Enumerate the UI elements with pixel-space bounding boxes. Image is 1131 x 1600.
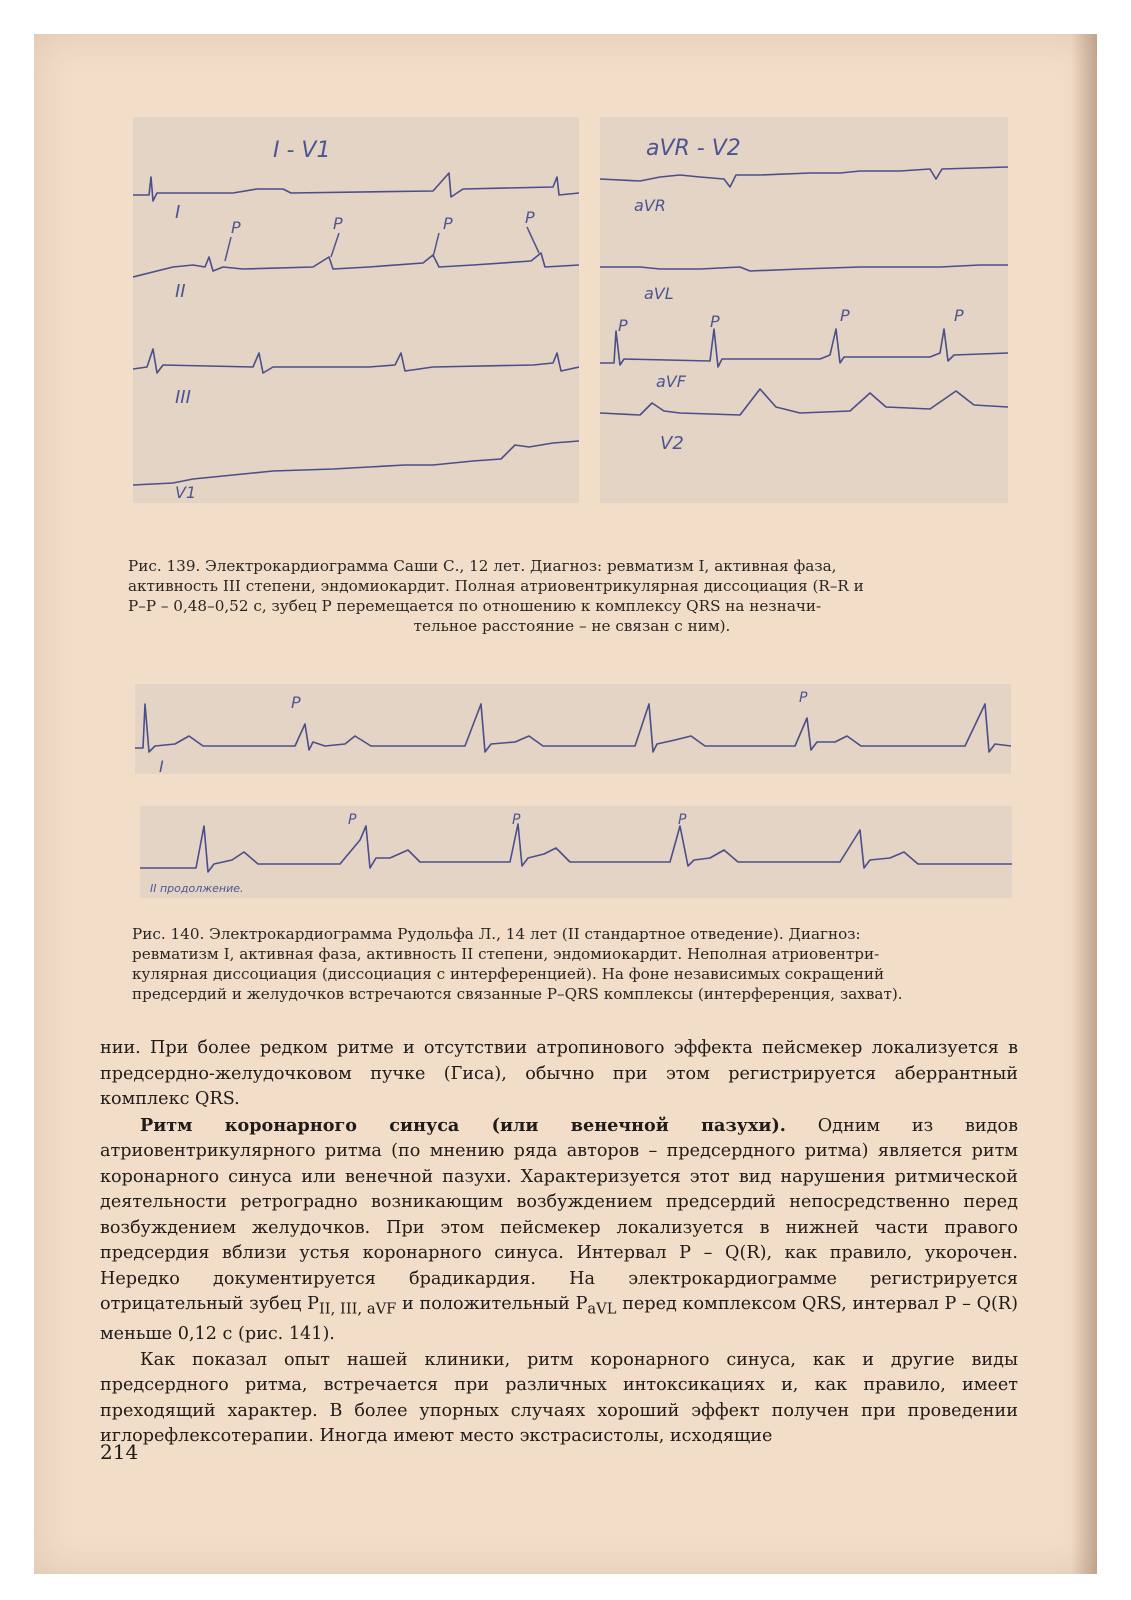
fig139-right-p-marker-1: P xyxy=(618,316,628,335)
section-heading-coronary-sinus-rhythm: Ритм коронарного синуса (или венечной пазухи). xyxy=(140,1114,786,1136)
subscript-lead-aVL: aVL xyxy=(587,1300,617,1318)
fig140-label-I: I xyxy=(159,757,164,774)
page-number: 214 xyxy=(100,1440,139,1464)
page-spine-shadow xyxy=(1071,34,1097,1574)
body-paragraph-2 xyxy=(100,1113,1018,1348)
fig140-strip-II-traces xyxy=(140,806,1012,898)
fig139-label-V1: V1 xyxy=(175,483,197,502)
fig140-p-marker-2: P xyxy=(799,690,808,706)
fig140-p-marker-3: P xyxy=(348,812,357,828)
fig139-ecg-left xyxy=(133,117,579,503)
fig139-caption-line-3: P–P – 0,48–0,52 с, зубец P перемещается по отношению к комплексу QRS на незначи- xyxy=(128,597,822,615)
fig139-right-p-marker-4: P xyxy=(954,306,964,325)
trace-lead-III xyxy=(133,349,579,373)
fig139-p-arrows xyxy=(225,227,539,261)
fig140-p-marker-4: P xyxy=(512,812,521,828)
fig140-p-marker-1: P xyxy=(291,693,301,712)
fig139-caption-line-2: активность III степени, эндомиокардит. Полная атриовентрикулярная диссоциация (R–R и xyxy=(128,577,864,595)
trace-lead-I xyxy=(133,173,579,201)
fig139-right-p-marker-3: P xyxy=(840,306,850,325)
fig139-label-II: II xyxy=(175,281,186,302)
fig139-right-traces xyxy=(600,117,1008,503)
fig140-ecg-strip-II xyxy=(140,806,1012,898)
fig139-label-I: I xyxy=(175,202,181,223)
body-paragraph-2-text-c: перед комплексом QRS, интервал P – Q(R) меньше 0,12 с (рис. 141). xyxy=(100,1294,1019,1345)
fig139-label-III: III xyxy=(175,387,191,408)
body-paragraph-2-text-b: и положительный P xyxy=(396,1294,588,1314)
body-paragraph-2-text-a: Одним из видов атриовентрикулярного ритма (по мнению ряда авторов – предсердного ритма) является ритм коронарного синуса или венечной пазухи. Характеризуется этот вид нарушения ритмической деятельности ретроградно возникающим возбуждением предсердий непосредственно перед возбуждением желудочков. При этом пейсмекер локализуется в нижней части правого предсердия вблизи устья коронарного синуса. Интервал P – Q(R), как правило, укорочен. Нередко документируется брадикардия. На электрокардиограмме регистрируется отрицательный зубец P xyxy=(100,1115,1018,1314)
fig139-right-p-marker-2: P xyxy=(710,312,720,331)
fig140-p-marker-5: P xyxy=(678,812,687,828)
body-paragraph-1: нии. При более редком ритме и отсутствии атропинового эффекта пейсмекер локализуется в предсердно-желудочковом пучке (Гиса), обычно при этом регистрируется аберрантный комплекс QRS. xyxy=(100,1038,1018,1109)
trace-lead-aVL xyxy=(600,265,1008,271)
fig140-ecg-strip-I xyxy=(135,684,1011,774)
trace-lead-aVR xyxy=(600,167,1008,187)
fig139-caption-line-4: тельное расстояние – не связан с ним). xyxy=(413,617,731,635)
fig139-p-marker-2: P xyxy=(333,214,343,233)
fig140-caption-line-4: предсердий и желудочков встречаются связанные P–QRS комплексы (интерференция, захват). xyxy=(132,985,903,1003)
fig140-caption-line-3: кулярная диссоциация (диссоциация с интерференцией). На фоне независимых сокращений xyxy=(132,965,885,983)
fig139-caption-line-1: Рис. 139. Электрокардиограмма Саши С., 12 лет. Диагноз: ревматизм I, активная фаза, xyxy=(128,557,837,575)
trace-fig140-lead-I xyxy=(135,704,1011,752)
fig139-p-marker-4: P xyxy=(525,208,535,227)
trace-lead-aVF xyxy=(600,329,1008,367)
trace-lead-V2 xyxy=(600,389,1008,415)
fig139-handwritten-right: aVR - V2 xyxy=(646,136,741,161)
trace-lead-II xyxy=(133,253,579,277)
fig139-label-aVR: aVR xyxy=(634,196,666,215)
subscript-leads-II-III-aVF: II, III, aVF xyxy=(319,1300,397,1318)
fig140-strip-I-traces xyxy=(135,684,1011,774)
fig140-caption-line-2: ревматизм I, активная фаза, активность II степени, эндомиокардит. Неполная атриовентри- xyxy=(132,945,880,963)
fig140-caption-line-1: Рис. 140. Электрокардиограмма Рудольфа Л., 14 лет (II стандартное отведение). Диагноз: xyxy=(132,925,861,943)
fig139-handwritten-left: I - V1 xyxy=(273,138,331,163)
trace-lead-V1 xyxy=(133,441,579,485)
fig139-left-traces xyxy=(133,117,579,503)
fig139-ecg-right xyxy=(600,117,1008,503)
fig139-label-V2: V2 xyxy=(660,433,684,454)
fig139-label-aVF: aVF xyxy=(656,372,686,391)
fig140-caption xyxy=(132,924,1016,1004)
body-text xyxy=(100,1036,1018,1450)
fig139-p-marker-1: P xyxy=(231,218,241,237)
fig139-p-marker-3: P xyxy=(443,214,453,233)
fig140-label-II: II продолжение. xyxy=(150,882,244,895)
fig139-label-aVL: aVL xyxy=(644,284,674,303)
fig139-caption xyxy=(128,556,1016,636)
trace-fig140-lead-II xyxy=(140,824,1012,872)
body-paragraph-3: Как показал опыт нашей клиники, ритм коронарного синуса, как и другие виды предсердного ритма, встречается при различных интоксикациях и, как правило, имеет преходящий характер. В более упорных случаях хороший эффект получен при проведении иглорефлексотерапии. Иногда имеют место экстрасистолы, исходящие xyxy=(100,1349,1018,1447)
